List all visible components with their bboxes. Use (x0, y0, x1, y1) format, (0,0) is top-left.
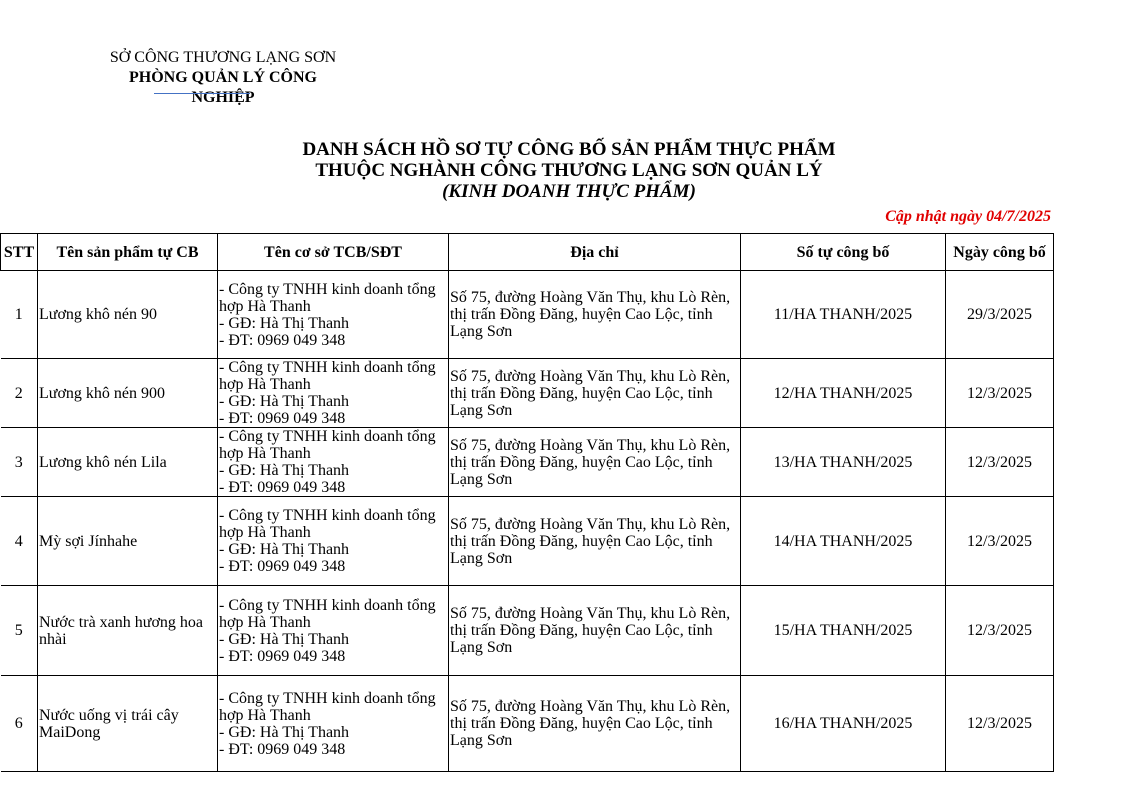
cell-date: 12/3/2025 (946, 428, 1054, 497)
organization-header (96, 48, 350, 108)
cell-number: 11/HA THANH/2025 (741, 271, 946, 359)
company-line: - ĐT: 0969 049 348 (219, 558, 346, 575)
company-line: - ĐT: 0969 049 348 (219, 740, 346, 758)
title-line-2: THUỘC NGHÀNH CÔNG THƯƠNG LẠNG SƠN QUẢN LÝ (315, 160, 823, 181)
cell-stt: 3 (1, 428, 38, 497)
title-line-3: (KINH DOANH THỰC PHẨM) (442, 181, 696, 202)
cell-company (218, 271, 449, 359)
cell-company (218, 676, 449, 772)
table-row (1, 586, 1054, 676)
cell-number: 12/HA THANH/2025 (741, 359, 946, 428)
table-row (1, 428, 1054, 497)
table-row (1, 676, 1054, 772)
table-header-row (1, 234, 1054, 271)
company-line: - ĐT: 0969 049 348 (219, 647, 346, 665)
product-table (0, 233, 1054, 772)
company-line: - Công ty TNHH kinh doanh tổng hợp Hà Thanh (219, 280, 436, 315)
document-title (0, 139, 1123, 202)
column-header-number: Số tự công bố (741, 234, 946, 271)
cell-address: Số 75, đường Hoàng Văn Thụ, khu Lò Rèn, thị trấn Đồng Đăng, huyện Cao Lộc, tỉnh Lạng Sơn (449, 271, 741, 359)
cell-date: 12/3/2025 (946, 359, 1054, 428)
cell-address: Số 75, đường Hoàng Văn Thụ, khu Lò Rèn, thị trấn Đồng Đăng, huyện Cao Lộc, tỉnh Lạng Sơn (449, 676, 741, 772)
cell-product: Lương khô nén 900 (38, 359, 218, 428)
cell-address: Số 75, đường Hoàng Văn Thụ, khu Lò Rèn, thị trấn Đồng Đăng, huyện Cao Lộc, tỉnh Lạng Sơn (449, 586, 741, 676)
column-header-product: Tên sản phẩm tự CB (38, 234, 218, 271)
column-header-stt: STT (1, 234, 38, 271)
cell-number: 13/HA THANH/2025 (741, 428, 946, 497)
cell-company (218, 497, 449, 586)
cell-number: 15/HA THANH/2025 (741, 586, 946, 676)
title-line-1: DANH SÁCH HỒ SƠ TỰ CÔNG BỐ SẢN PHẨM THỰC PHẨM (302, 139, 836, 160)
table-row (1, 271, 1054, 359)
cell-address: Số 75, đường Hoàng Văn Thụ, khu Lò Rèn, thị trấn Đồng Đăng, huyện Cao Lộc, tỉnh Lạng Sơn (449, 497, 741, 586)
column-header-company: Tên cơ sở TCB/SĐT (218, 234, 449, 271)
cell-date: 12/3/2025 (946, 586, 1054, 676)
company-line: - ĐT: 0969 049 348 (219, 331, 346, 349)
cell-date: 12/3/2025 (946, 676, 1054, 772)
cell-number: 14/HA THANH/2025 (741, 497, 946, 586)
cell-company (218, 586, 449, 676)
column-header-date: Ngày công bố (946, 234, 1054, 271)
company-line: - Công ty TNHH kinh doanh tổng hợp Hà Thanh (219, 359, 436, 393)
cell-product: Mỳ sợi Jínhahe (38, 497, 218, 586)
company-line: - GĐ: Hà Thị Thanh (219, 630, 350, 648)
cell-stt: 2 (1, 359, 38, 428)
updated-date: Cập nhật ngày 04/7/2025 (885, 208, 1051, 225)
cell-company (218, 428, 449, 497)
cell-address: Số 75, đường Hoàng Văn Thụ, khu Lò Rèn, thị trấn Đồng Đăng, huyện Cao Lộc, tỉnh Lạng Sơn (449, 359, 741, 428)
cell-date: 12/3/2025 (946, 497, 1054, 586)
table-row (1, 359, 1054, 428)
agency-name: SỞ CÔNG THƯƠNG LẠNG SƠN (109, 49, 337, 66)
cell-date: 29/3/2025 (946, 271, 1054, 359)
company-line: - Công ty TNHH kinh doanh tổng hợp Hà Thanh (219, 689, 436, 724)
cell-product: Nước trà xanh hương hoa nhài (38, 586, 218, 676)
cell-product: Nước uống vị trái cây MaiDong (38, 676, 218, 772)
cell-address: Số 75, đường Hoàng Văn Thụ, khu Lò Rèn, thị trấn Đồng Đăng, huyện Cao Lộc, tỉnh Lạng Sơn (449, 428, 741, 497)
company-line: - Công ty TNHH kinh doanh tổng hợp Hà Thanh (219, 596, 436, 631)
company-line: - Công ty TNHH kinh doanh tổng hợp Hà Thanh (219, 428, 436, 462)
column-header-address: Địa chỉ (449, 234, 741, 271)
cell-stt: 1 (1, 271, 38, 359)
cell-stt: 4 (1, 497, 38, 586)
cell-product: Lương khô nén Lila (38, 428, 218, 497)
company-line: - GĐ: Hà Thị Thanh (219, 393, 350, 410)
table-row (1, 497, 1054, 586)
company-line: - GĐ: Hà Thị Thanh (219, 723, 350, 741)
cell-stt: 6 (1, 676, 38, 772)
company-line: - Công ty TNHH kinh doanh tổng hợp Hà Thanh (219, 507, 436, 541)
cell-product: Lương khô nén 90 (38, 271, 218, 359)
department-name: PHÒNG QUẢN LÝ CÔNG NGHIỆP (129, 69, 317, 106)
cell-number: 16/HA THANH/2025 (741, 676, 946, 772)
company-line: - GĐ: Hà Thị Thanh (219, 462, 350, 479)
cell-stt: 5 (1, 586, 38, 676)
company-line: - ĐT: 0969 049 348 (219, 410, 346, 427)
cell-company (218, 359, 449, 428)
company-line: - GĐ: Hà Thị Thanh (219, 541, 350, 558)
header-underline (154, 93, 250, 94)
company-line: - GĐ: Hà Thị Thanh (219, 314, 350, 332)
company-line: - ĐT: 0969 049 348 (219, 479, 346, 496)
